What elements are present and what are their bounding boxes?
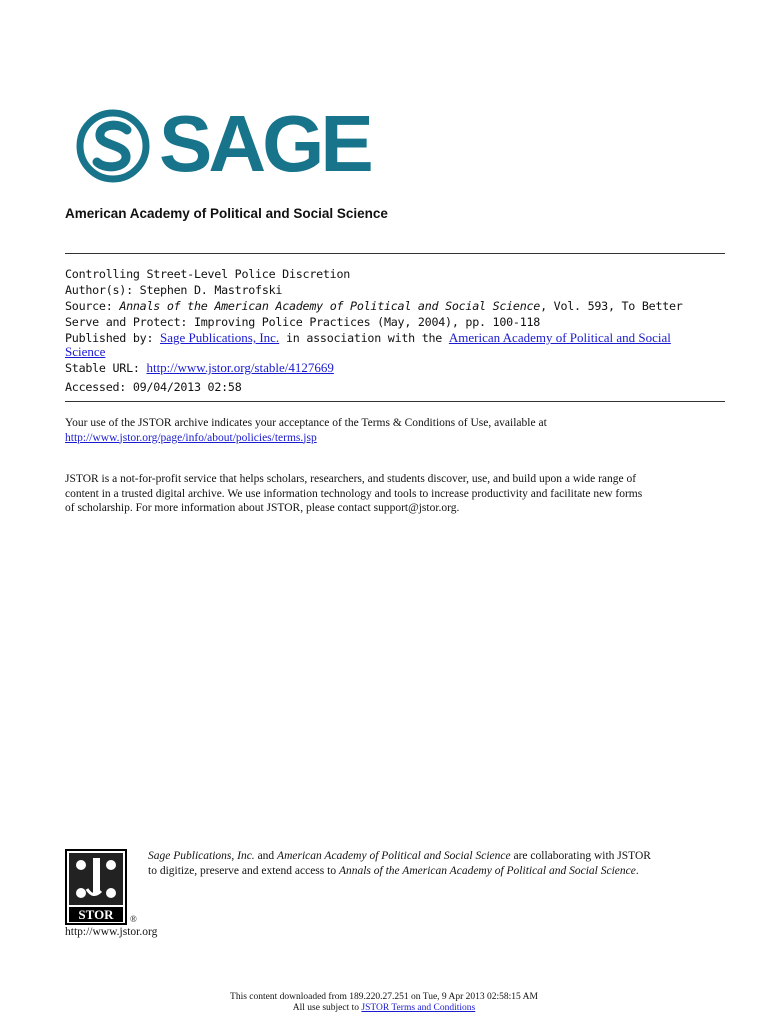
collaboration-notice: Sage Publications, Inc. and American Academy of Political and Social Science are collaborating with JSTOR to digitize, preserve and extend access to Annals of the American Academy of Political and Social Science. [148,850,651,877]
jstor-home-url: http://www.jstor.org [65,926,158,938]
stable-url-link[interactable]: http://www.jstor.org/stable/4127669 [146,360,334,375]
published-line-2 [65,344,725,360]
terms-conditions-link[interactable]: JSTOR Terms and Conditions [361,1003,476,1013]
top-divider [65,253,725,254]
source-line-2: Serve and Protect: Improving Police Practices (May, 2004), pp. 100-118 [65,315,541,329]
terms-text: Your use of the JSTOR archive indicates your acceptance of the Terms & Conditions of Use, available at [65,417,547,429]
jstor-about: JSTOR is a not-for-profit service that helps scholars, researchers, and students discover, use, and build upon a wide range of content in a trusted digital archive. We use information technology and tools to increase productivity and facilitate new forms of scholarship. For more information about JSTOR, please contact support@jstor.org. [65,473,643,514]
download-notice: This content downloaded from 189.220.27.251 on Tue, 9 Apr 2013 02:58:15 AM [230,992,538,1002]
source-journal: Annals of the American Academy of Political and Social Science [119,299,541,313]
association-link-2[interactable]: Science [65,344,106,359]
org-title: American Academy of Political and Social Science [65,206,388,221]
sage-s-circle-icon [75,108,155,184]
jstor-logo-icon [65,849,127,925]
publisher-link[interactable]: Sage Publications, Inc. [160,330,280,345]
author-name: Stephen D. Mastrofski [139,283,283,297]
collab-org: American Academy of Political and Social Science [277,850,511,862]
logo-text: SAGE [159,99,370,188]
accessed-line: Accessed: 09/04/2013 02:58 [65,380,242,394]
accessed-date: 09/04/2013 02:58 [132,380,242,394]
stable-url-line: Stable URL: http://www.jstor.org/stable/4127669 [65,360,334,375]
registered-mark: ® [130,914,137,924]
terms-notice [65,416,725,445]
sage-logo [75,99,370,188]
published-line: Published by: Sage Publications, Inc. in association with the American Academy of Political and Social [65,330,671,345]
source-line: Source: Annals of the American Academy of Political and Social Science, Vol. 593, To Better [65,299,683,313]
collab-journal: Annals of the American Academy of Political and Social Science [338,864,636,877]
collab-publisher: Sage Publications, Inc. [148,850,255,862]
association-link-1[interactable]: American Academy of Political and Social [448,330,671,345]
author-line: Author(s): Stephen D. Mastrofski [65,283,283,297]
article-title: Controlling Street-Level Police Discretion [65,267,351,281]
terms-link[interactable]: http://www.jstor.org/page/info/about/policies/terms.jsp [65,431,317,444]
footer: This content downloaded from 189.220.27.251 on Tue, 9 Apr 2013 02:58:15 AM All use subject to JSTOR Terms and Conditions [0,992,768,1014]
citation-block [65,266,725,395]
middle-divider [65,401,725,402]
jstor-logo-label: STOR [78,907,114,922]
